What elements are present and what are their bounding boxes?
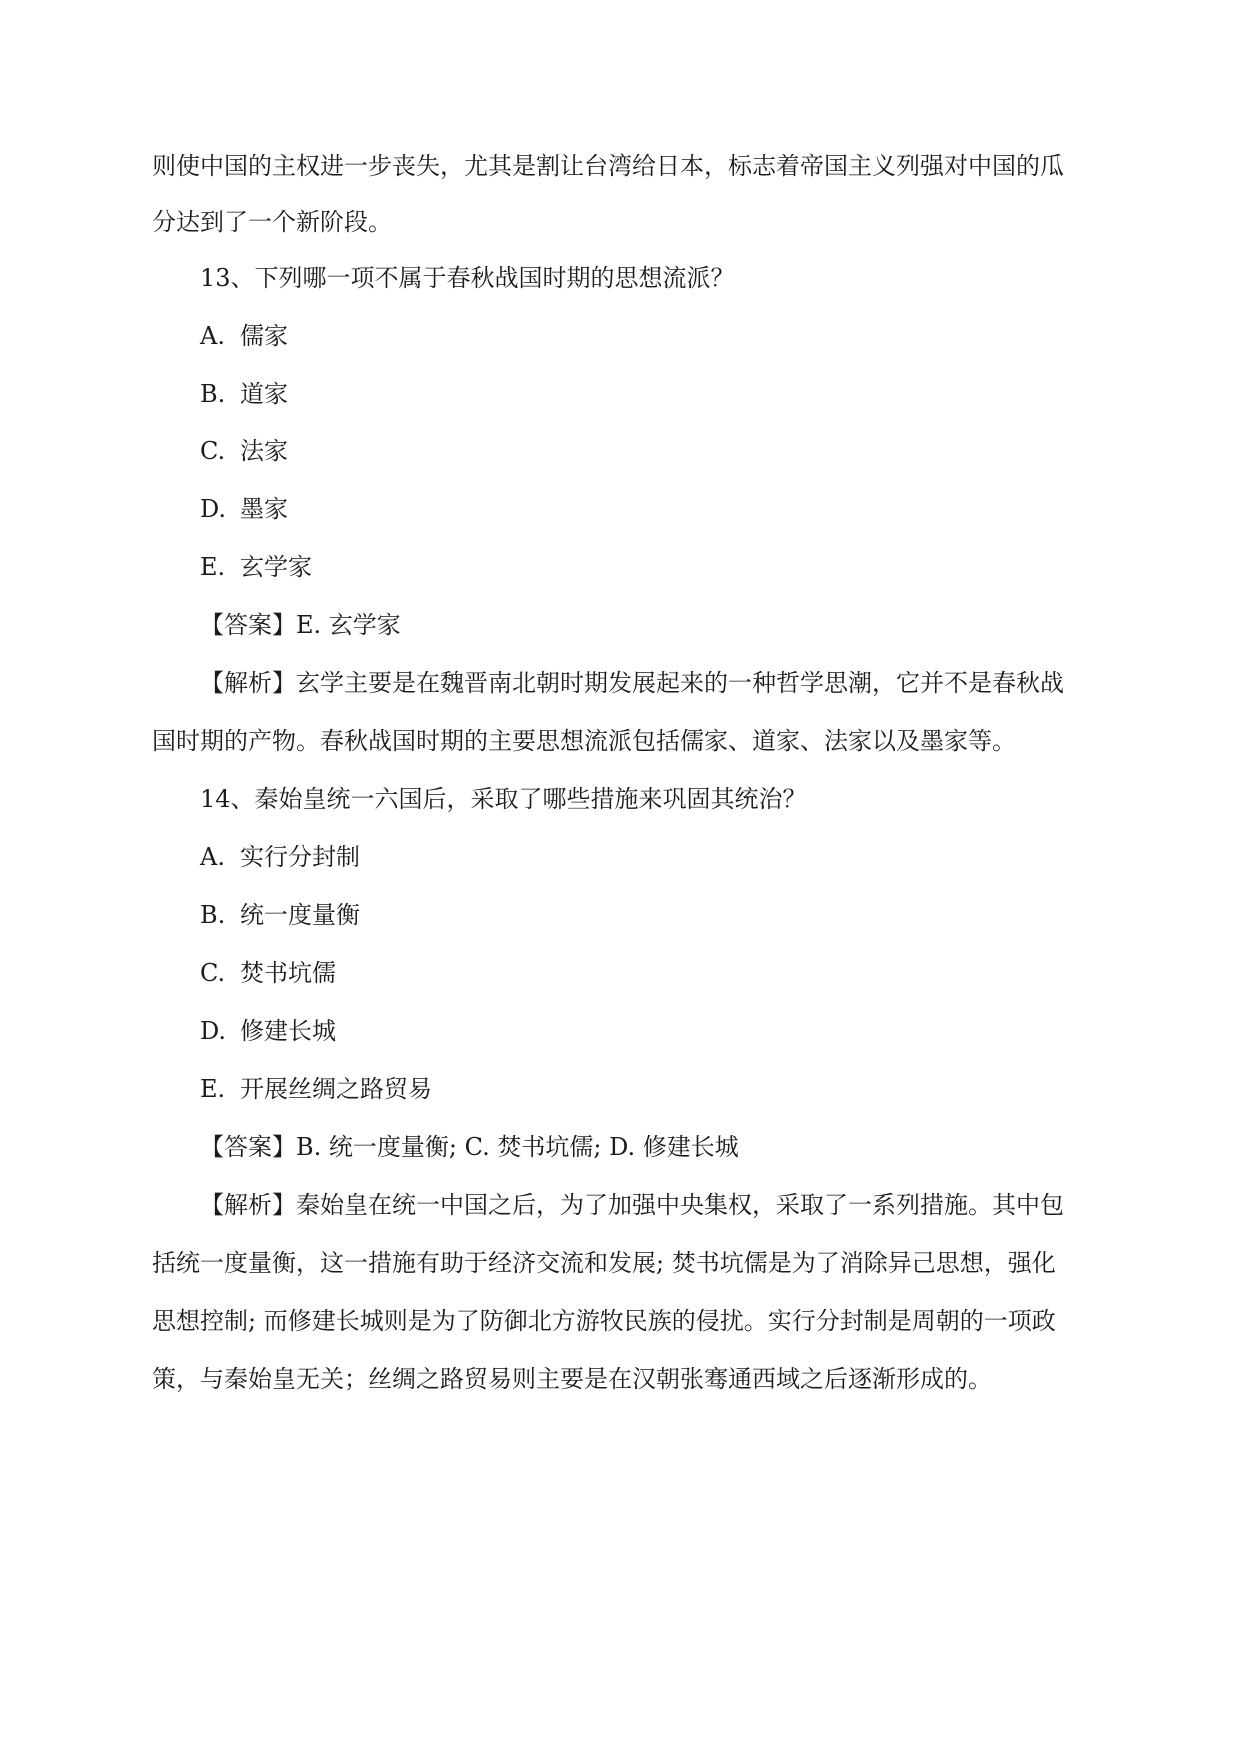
q13-answer: 【答案】E. 玄学家 <box>200 611 401 639</box>
option-label: B. <box>200 380 226 408</box>
option-text: 墨家 <box>240 495 288 523</box>
option-text: 焚书坑儒 <box>240 959 336 987</box>
q14-answer: 【答案】B. 统一度量衡; C. 焚书坑儒; D. 修建长城 <box>200 1133 739 1161</box>
question-13: 13、下列哪一项不属于春秋战国时期的思想流派？ <box>200 264 735 292</box>
q14-analysis-line-1: 【解析】秦始皇在统一中国之后，为了加强中央集权，采取了一系列措施。其中包 <box>200 1191 1064 1219</box>
option-label: E. <box>200 1075 226 1103</box>
option-label: D. <box>200 1017 227 1045</box>
option-label: D. <box>200 495 227 523</box>
option-label: A. <box>200 843 225 871</box>
option-text: 玄学家 <box>240 553 312 581</box>
intro-line-2: 分达到了一个新阶段。 <box>152 208 392 236</box>
option-label: A. <box>200 322 225 350</box>
q13-option-a <box>200 320 288 352</box>
option-label: C. <box>200 959 226 987</box>
q13-option-c <box>200 435 288 467</box>
option-label: E. <box>200 553 226 581</box>
q13-analysis-line-2: 国时期的产物。春秋战国时期的主要思想流派包括儒家、道家、法家以及墨家等。 <box>152 727 1016 755</box>
option-text: 统一度量衡 <box>240 901 360 929</box>
option-text: 道家 <box>240 380 288 408</box>
option-text: 实行分封制 <box>240 843 360 871</box>
option-text: 法家 <box>240 437 288 465</box>
q14-analysis-line-4: 策，与秦始皇无关；丝绸之路贸易则主要是在汉朝张骞通西域之后逐渐形成的。 <box>152 1365 992 1393</box>
q13-analysis-line-1: 【解析】玄学主要是在魏晋南北朝时期发展起来的一种哲学思潮，它并不是春秋战 <box>200 669 1064 697</box>
option-text: 儒家 <box>240 322 288 350</box>
q14-option-b <box>200 899 360 931</box>
q14-option-c <box>200 957 336 989</box>
question-14: 14、秦始皇统一六国后，采取了哪些措施来巩固其统治？ <box>200 785 807 813</box>
q14-option-a <box>200 841 360 873</box>
option-label: C. <box>200 437 226 465</box>
q14-option-e <box>200 1073 432 1105</box>
option-text: 开展丝绸之路贸易 <box>240 1075 432 1103</box>
q13-option-d <box>200 493 288 525</box>
q13-option-b <box>200 378 288 410</box>
q14-analysis-line-2: 括统一度量衡，这一措施有助于经济交流和发展; 焚书坑儒是为了消除异己思想，强化 <box>152 1249 1056 1277</box>
q13-option-e <box>200 551 312 583</box>
q14-option-d <box>200 1015 336 1047</box>
intro-line-1: 则使中国的主权进一步丧失，尤其是割让台湾给日本，标志着帝国主义列强对中国的瓜 <box>152 152 1064 180</box>
q14-analysis-line-3: 思想控制; 而修建长城则是为了防御北方游牧民族的侵扰。实行分封制是周朝的一项政 <box>152 1307 1056 1335</box>
option-label: B. <box>200 901 226 929</box>
option-text: 修建长城 <box>240 1017 336 1045</box>
